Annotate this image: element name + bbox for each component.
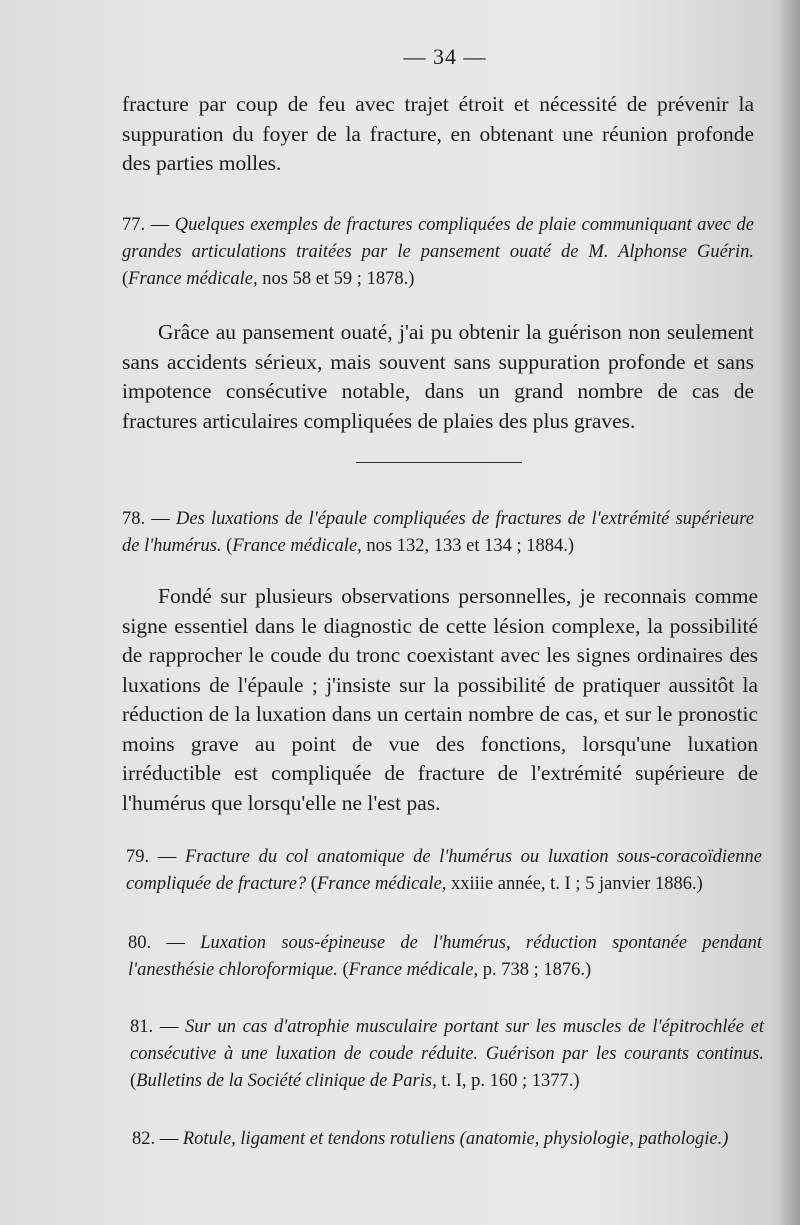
paragraph-luxations-epaule: Fondé sur plusieurs observations personnelles, je reconnais comme signe essentiel dans le diagnostic de cette lésion complexe, la possibilité de rapprocher le coude du tronc coexistant avec les signes ordinaires des luxations de l'épaule ; j'insiste sur la possibilité de pratiquer aussitôt la réduction de la luxation dans un certain nombre de cas, et sur le pronostic moins grave au point de vue des fonctions, lorsqu'une luxation irréductible est compliquée de fracture de l'extrémité supérieure de l'humérus que lorsqu'elle ne l'est pas. xyxy=(122,584,758,815)
entry-journal: Bulletins de la Société clinique de Paris, xyxy=(136,1071,437,1091)
entry-80 xyxy=(128,930,762,984)
entry-ref: p. 738 ; 1876.) xyxy=(478,960,592,980)
entry-number: 82. — xyxy=(132,1129,183,1149)
entry-ref-open: ( xyxy=(337,960,349,980)
entry-77 xyxy=(122,212,754,293)
entry-number: 80. — xyxy=(128,933,201,953)
entry-journal: France médicale, xyxy=(232,536,362,556)
entry-79 xyxy=(126,844,762,898)
paragraph-fracture-continuation: fracture par coup de feu avec trajet étroit et nécessité de prévenir la suppuration du foyer de la fracture, en obtenant une réunion profonde des parties molles. xyxy=(122,92,754,175)
entry-title: Des luxations de l'épaule compliquées de fractures de l'extrémité supérieure de l'humérus. xyxy=(122,509,754,556)
entry-title: Fracture du col anatomique de l'humérus ou luxation sous-coracoïdienne compliquée de fracture? xyxy=(126,847,762,894)
entry-title: Quelques exemples de fractures compliquées de plaie communiquant avec de grandes articulations traitées par le pansement ouaté de M. Alphonse Guérin. xyxy=(122,215,754,262)
page-number: — 34 — xyxy=(403,44,487,69)
entry-ref: nos 58 et 59 ; 1878.) xyxy=(257,269,415,289)
entry-journal: France médicale, xyxy=(348,960,479,980)
entry-81 xyxy=(130,1014,764,1095)
entry-ref-open: ( xyxy=(221,536,233,556)
entry-title: Luxation sous-épineuse de l'humérus, réduction spontanée pendant l'anesthésie chloroformique. xyxy=(128,933,763,980)
entry-ref-open: ( xyxy=(122,269,129,289)
entry-ref: xxiiie année, t. I ; 5 janvier 1886.) xyxy=(446,874,703,894)
section-divider xyxy=(356,462,522,463)
entry-title: Sur un cas d'atrophie musculaire portant sur les muscles de l'épitrochlée et consécutive à une luxation de coude réduite. Guérison par les courants continus. xyxy=(130,1017,765,1064)
paragraph-pansement-ouate: Grâce au pansement ouaté, j'ai pu obtenir la guérison non seulement sans accidents sérieux, mais souvent sans suppuration profonde et sans impotence consécutive notable, dans un grand nombre de cas de fractures articulaires compliquées de plaies des plus graves. xyxy=(122,320,754,433)
entry-ref-open: ( xyxy=(306,874,317,894)
entry-title: Rotule, ligament et tendons rotuliens (anatomie, physiologie, pathologie.) xyxy=(182,1129,729,1149)
page-edge-shadow xyxy=(778,0,800,1225)
entry-journal: France médicale, xyxy=(128,269,258,289)
entry-number: 79. — xyxy=(126,847,185,867)
entry-82 xyxy=(132,1126,766,1153)
entry-ref: nos 132, 133 et 134 ; 1884.) xyxy=(361,536,575,556)
entry-number: 81. — xyxy=(130,1017,186,1037)
entry-ref-open: ( xyxy=(130,1071,137,1091)
entry-journal: France médicale, xyxy=(316,874,447,894)
entry-ref: t. I, p. 160 ; 1377.) xyxy=(436,1071,580,1091)
entry-number: 78. — xyxy=(122,509,176,529)
entry-number: 77. — xyxy=(122,215,175,235)
entry-78 xyxy=(122,506,754,560)
